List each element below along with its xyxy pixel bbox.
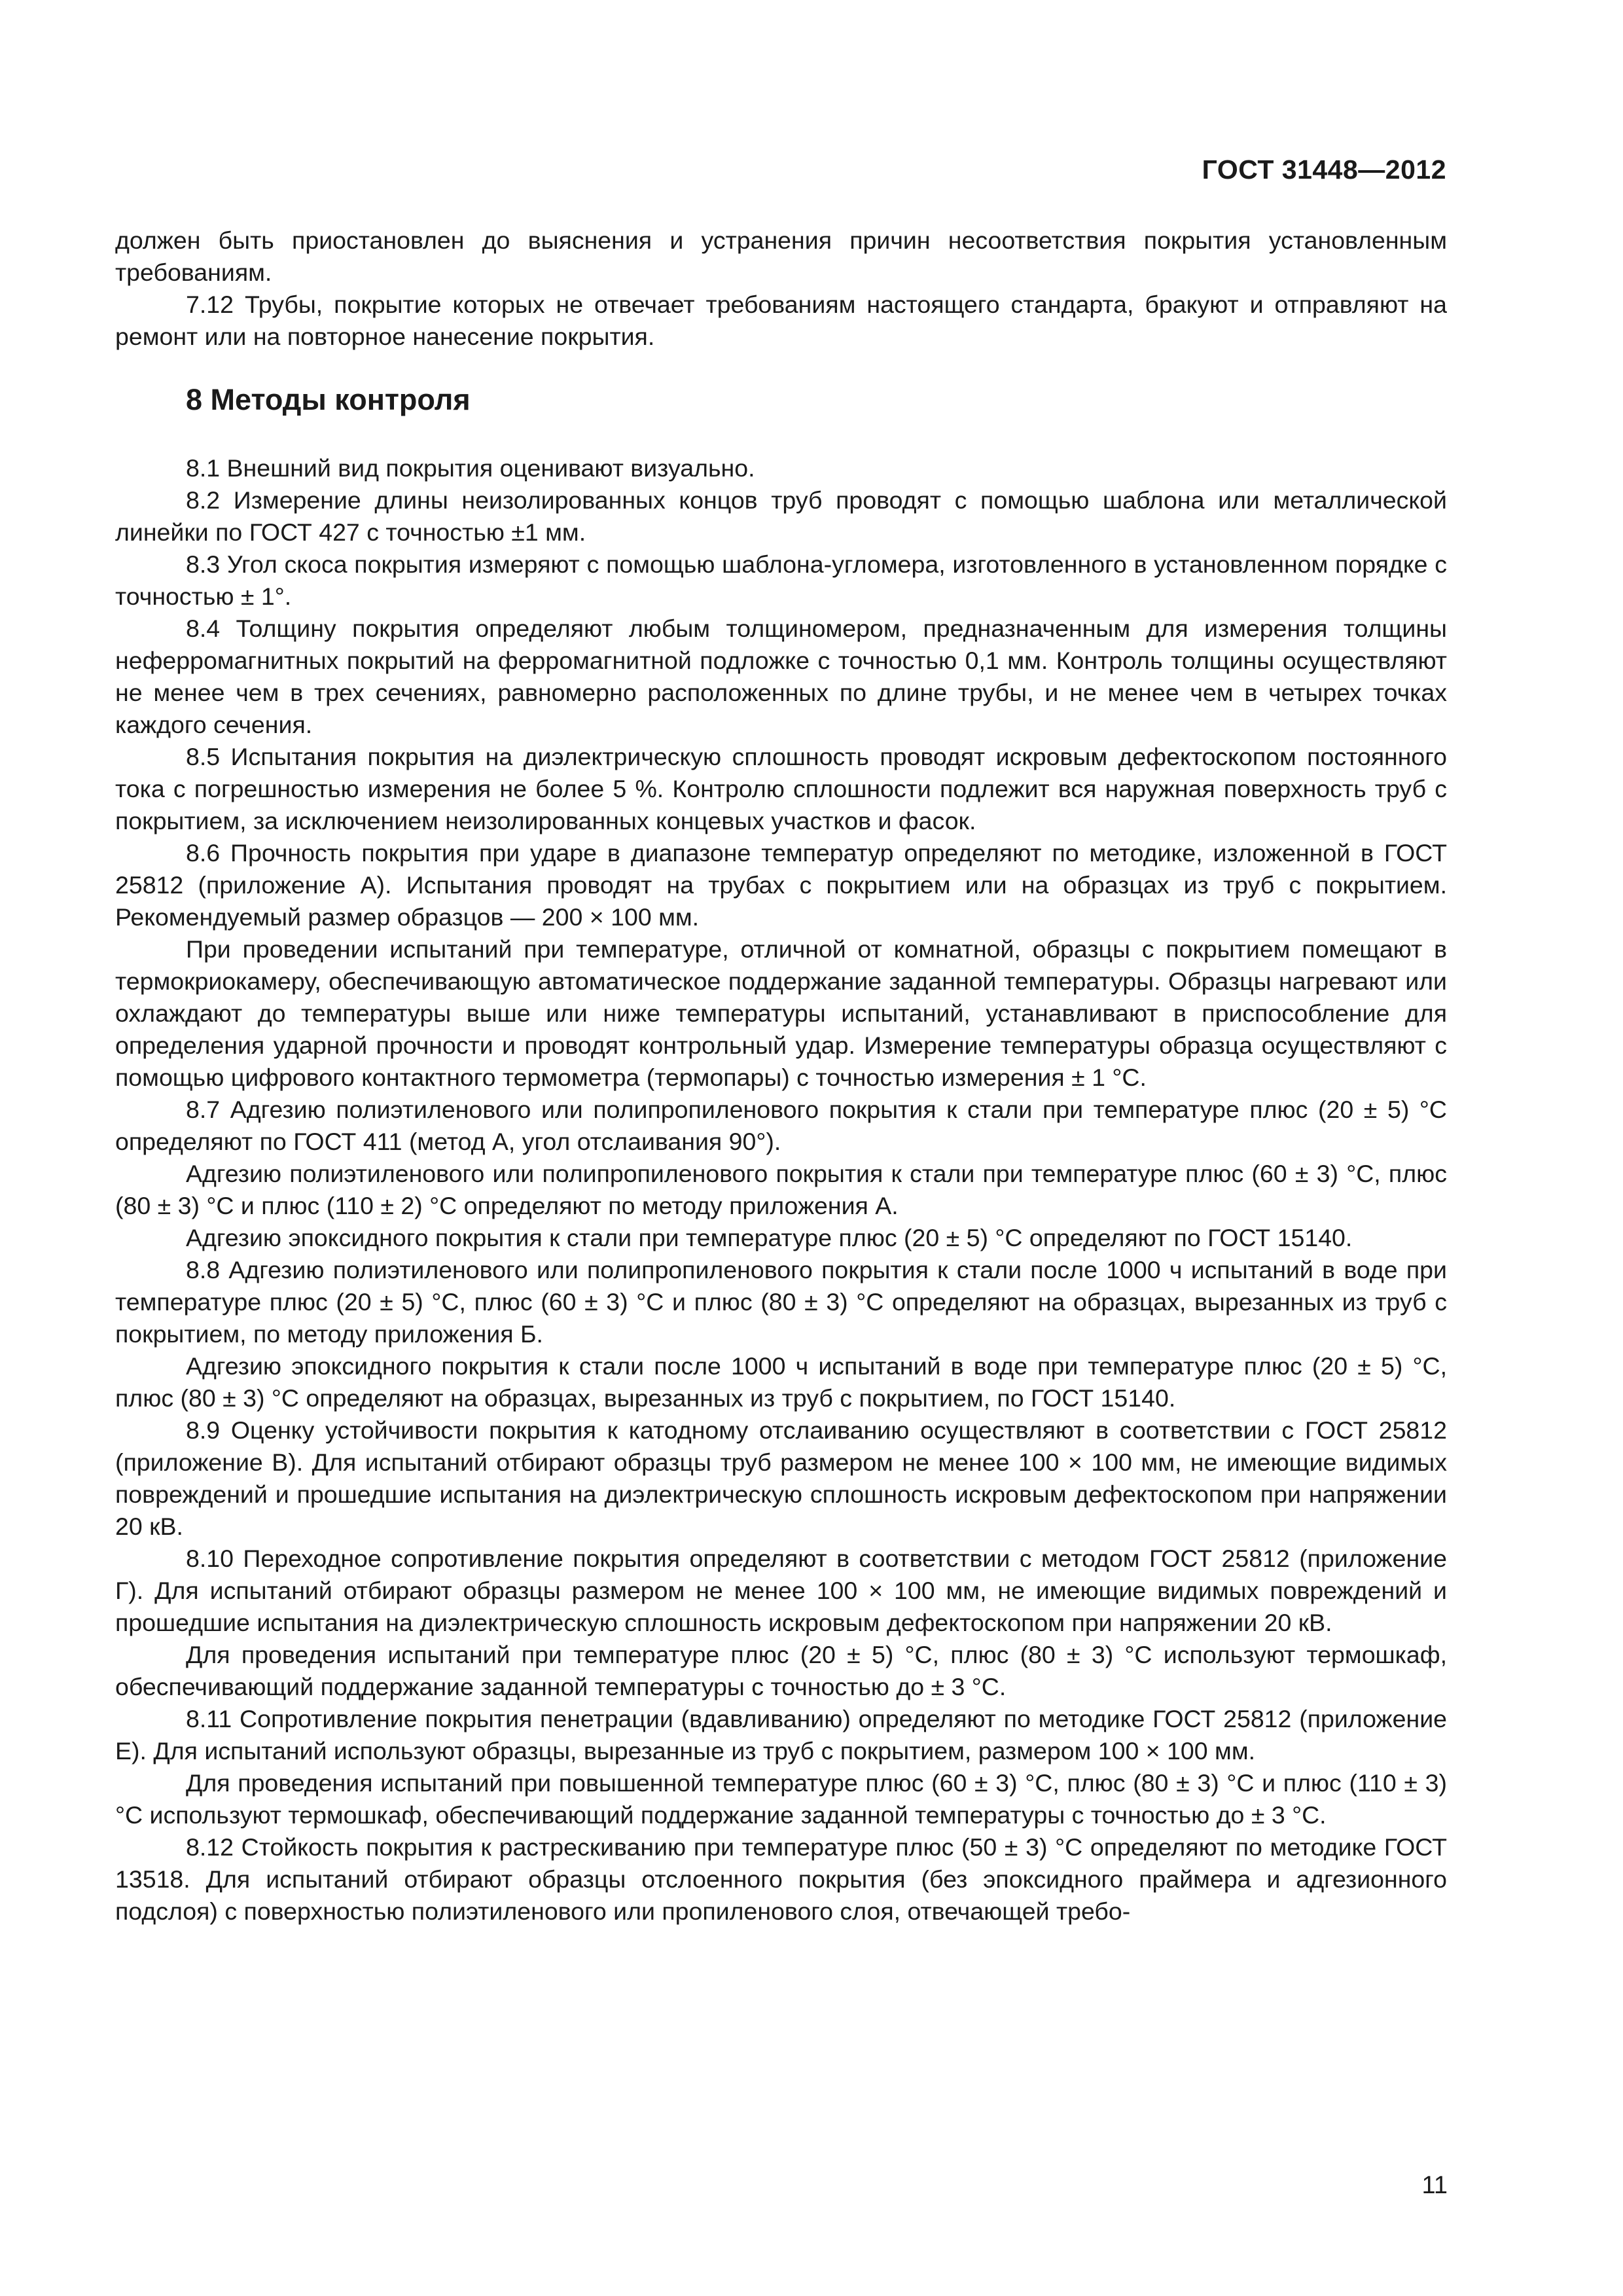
- paragraph-8-4: 8.4 Толщину покрытия определяют любым толщиномером, предназначенным для измерения толщины неферромагнитных покрытий на ферромагнитной подложке с точностью 0,1 мм. Контроль толщины осуществляют не менее чем в трех сечениях, равномерно расположенных по длине трубы, и не менее чем в четырех точках каждого сечения.: [115, 615, 1447, 738]
- paragraph-8-9: 8.9 Оценку устойчивости покрытия к катодному отслаиванию осуществляют в соответствии с ГОСТ 25812 (приложение В). Для испытаний отбирают образцы труб размером не менее 100 × 100 мм, не имеющие видимых повреждений и прошедшие испытания на диэлектрическую сплошность искровым дефектоскопом при напряжении 20 кВ.: [115, 1416, 1447, 1540]
- paragraph-8-7-polyethylene: Адгезию полиэтиленового или полипропиленового покрытия к стали при температуре плюс (60 ± 3) °С, плюс (80 ± 3) °С и плюс (110 ± 2) °С определяют по методу приложения А.: [115, 1160, 1447, 1219]
- paragraph-7-12: 7.12 Трубы, покрытие которых не отвечает требованиям настоящего стандарта, бракуют и отправляют на ремонт или на повторное нанесение покрытия.: [115, 291, 1447, 350]
- paragraph-8-1: 8.1 Внешний вид покрытия оценивают визуально.: [186, 454, 755, 482]
- standard-designation: ГОСТ 31448—2012: [1202, 154, 1446, 185]
- paragraph-8-11: 8.11 Сопротивление покрытия пенетрации (вдавливанию) определяют по методике ГОСТ 25812 (приложение Е). Для испытаний используют образцы, вырезанные из труб с покрытием, размером 100 × 100 мм.: [115, 1705, 1447, 1765]
- paragraph-8-7-epoxy: Адгезию эпоксидного покрытия к стали при температуре плюс (20 ± 5) °С определяют по ГОСТ 15140.: [186, 1224, 1353, 1251]
- paragraph-8-5: 8.5 Испытания покрытия на диэлектрическую сплошность проводят искровым дефектоскопом постоянного тока с погрешностью измерения не более 5 %. Контролю сплошности подлежит вся наружная поверхность труб с покрытием, за исключением неизолированных концевых участков и фасок.: [115, 743, 1447, 834]
- paragraph-continued: должен быть приостановлен до выяснения и устранения причин несоответствия покрытия установленным требованиям.: [115, 226, 1447, 286]
- paragraph-8-2: 8.2 Измерение длины неизолированных концов труб проводят с помощью шаблона или металлической линейки по ГОСТ 427 с точностью ±1 мм.: [115, 486, 1447, 546]
- paragraph-8-3: 8.3 Угол скоса покрытия измеряют с помощью шаблона-угломера, изготовленного в установленном порядке с точностью ± 1°.: [115, 550, 1447, 610]
- paragraph-8-10: 8.10 Переходное сопротивление покрытия определяют в соответствии с методом ГОСТ 25812 (приложение Г). Для испытаний отбирают образцы размером не менее 100 × 100 мм, не имеющие видимых повреждений и прошедшие испытания на диэлектрическую сплошность искровым дефектоскопом при напряжении 20 кВ.: [115, 1545, 1447, 1636]
- paragraph-8-8-epoxy: Адгезию эпоксидного покрытия к стали после 1000 ч испытаний в воде при температуре плюс (20 ± 5) °С, плюс (80 ± 3) °С определяют на образцах, вырезанных из труб с покрытием, по ГОСТ 15140.: [115, 1352, 1447, 1412]
- paragraph-8-11-temperature: Для проведения испытаний при повышенной температуре плюс (60 ± 3) °С, плюс (80 ± 3) °С и плюс (110 ± 3) °С используют термошкаф, обеспечивающий поддержание заданной температуры с точностью до ± 3 °С.: [115, 1769, 1447, 1829]
- document-body: [115, 224, 1447, 1928]
- page-number: 11: [1421, 2172, 1448, 2199]
- paragraph-8-7: 8.7 Адгезию полиэтиленового или полипропиленового покрытия к стали при температуре плюс (20 ± 5) °С определяют по ГОСТ 411 (метод А, угол отслаивания 90°).: [115, 1096, 1447, 1155]
- paragraph-8-10-temperature: Для проведения испытаний при температуре плюс (20 ± 5) °С, плюс (80 ± 3) °С используют термошкаф, обеспечивающий поддержание заданной температуры с точностью до ± 3 °С.: [115, 1641, 1447, 1700]
- paragraph-8-8: 8.8 Адгезию полиэтиленового или полипропиленового покрытия к стали после 1000 ч испытаний в воде при температуре плюс (20 ± 5) °С, плюс (60 ± 3) °С и плюс (80 ± 3) °С определяют на образцах, вырезанных из труб с покрытием, по методу приложения Б.: [115, 1256, 1447, 1348]
- paragraph-8-6: 8.6 Прочность покрытия при ударе в диапазоне температур определяют по методике, изложенной в ГОСТ 25812 (приложение А). Испытания проводят на трубах с покрытием или на образцах из труб с покрытием. Рекомендуемый размер образцов — 200 × 100 мм.: [115, 839, 1447, 931]
- paragraph-8-6-temperature: При проведении испытаний при температуре, отличной от комнатной, образцы с покрытием помещают в термокриокамеру, обеспечивающую автоматическое поддержание заданной температуры. Образцы нагревают или охлаждают до температуры выше или ниже температуры испытаний, устанавливают в приспособление для определения ударной прочности и проводят контрольный удар. Измерение температуры образца осуществляют с помощью цифрового контактного термометра (термопары) с точностью измерения ± 1 °С.: [115, 935, 1447, 1091]
- paragraph-8-12: 8.12 Стойкость покрытия к растрескиванию при температуре плюс (50 ± 3) °С определяют по методике ГОСТ 13518. Для испытаний отбирают образцы отслоенного покрытия (без эпоксидного праймера и адгезионного подслоя) с поверхностью полиэтиленового или пропиленового слоя, отвечающей требо-: [115, 1833, 1447, 1925]
- section-title: 8 Методы контроля: [186, 383, 471, 416]
